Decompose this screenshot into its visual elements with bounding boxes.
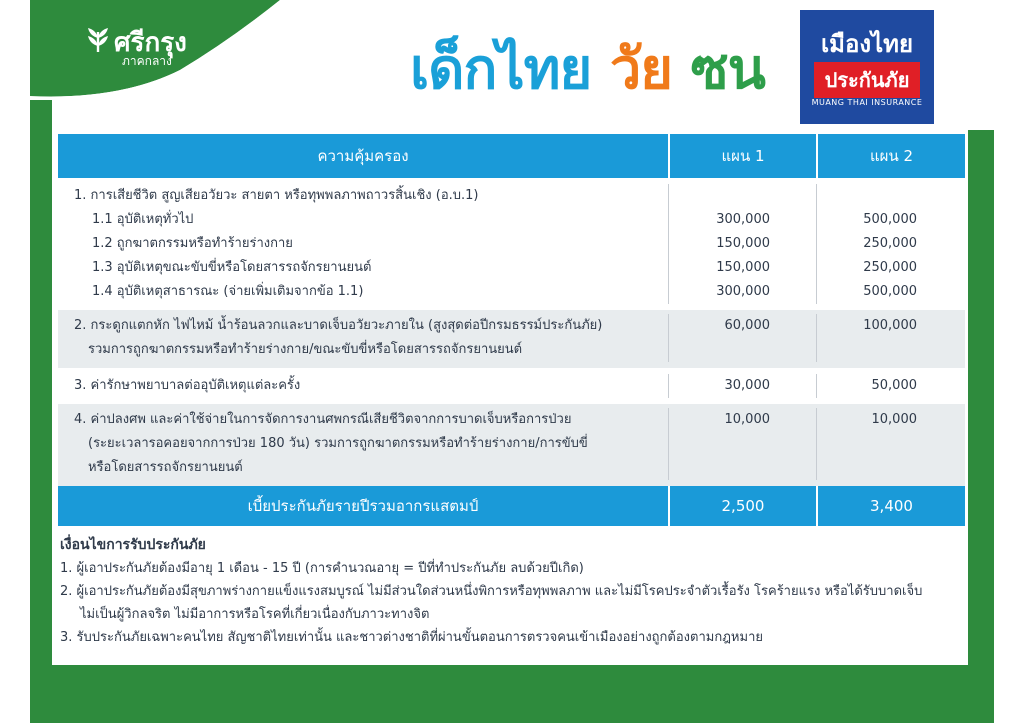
item-plan-2: 250,000 [816, 232, 965, 256]
conditions-section [60, 534, 980, 649]
condition-2: 2. ผู้เอาประกันภัยต้องมีสุขภาพร่างกายแข็งแรงสมบูรณ์ ไม่มีส่วนใดส่วนหนึ่งพิการหรือทุพพลภาพ และไม่มีโรคประจำตัวเรื้อรัง โรคร้ายแรง หรือได้รับบาดเจ็บ [60, 584, 923, 599]
item-plan-1: 300,000 [668, 208, 816, 232]
item-label: 1.1 อุบัติเหตุทั่วไป [92, 212, 194, 227]
section-3-line-1: 3. ค่ารักษาพยาบาลต่ออุบัติเหตุแต่ละครั้ง [74, 378, 301, 393]
condition-1: 1. ผู้เอาประกันภัยต้องมีอายุ 1 เดือน - 15 ปี (การคำนวณอายุ = ปีที่ทำประกันภัย ลบด้วยปีเกิด) [60, 561, 584, 576]
section-4-plan-2: 10,000 [816, 408, 965, 480]
insurer-name: เมืองไทย [800, 24, 934, 63]
item-label: 1.2 ถูกฆาตกรรมหรือทำร้ายร่างกาย [92, 236, 293, 251]
table-row [58, 404, 965, 486]
page-title [410, 24, 765, 113]
brand-region: ภาคกลาง [122, 54, 172, 68]
premium-label: เบี้ยประกันภัยรายปีรวมอากรแสตมป์ [247, 497, 479, 515]
green-border-bottom [30, 665, 994, 723]
item-plan-2: 500,000 [816, 208, 965, 232]
brand-name: ศรีกรุง [114, 28, 187, 58]
table-row [58, 178, 965, 208]
condition-2-cont: ไม่เป็นผู้วิกลจริต ไม่มีอาการหรือโรคที่เกี่ยวเนื่องกับภาวะทางจิต [80, 607, 430, 622]
insurer-type: ประกันภัย [814, 62, 920, 98]
section-2-plan-1: 60,000 [668, 314, 816, 362]
premium-plan-1: 2,500 [668, 486, 816, 526]
conditions-heading: เงื่อนไขการรับประกันภัย [60, 537, 206, 553]
header-plan-1: แผน 1 [668, 134, 816, 178]
title-part-3: ซน [690, 37, 765, 102]
section-1-title: 1. การเสียชีวิต สูญเสียอวัยวะ สายตา หรือทุพพลภาพถาวรสิ้นเชิง (อ.บ.1) [74, 188, 479, 203]
header-plan-2: แผน 2 [816, 134, 965, 178]
table-row [58, 368, 965, 404]
header-coverage: ความคุ้มครอง [317, 147, 409, 165]
premium-plan-2: 3,400 [816, 486, 965, 526]
green-border-left [30, 0, 52, 723]
item-plan-2: 250,000 [816, 256, 965, 280]
condition-3: 3. รับประกันภัยเฉพาะคนไทย สัญชาติไทยเท่านั้น และชาวต่างชาติที่ผ่านขั้นตอนการตรวจคนเข้าเมืองอย่างถูกต้องตามกฎหมาย [60, 630, 763, 645]
section-4-plan-1: 10,000 [668, 408, 816, 480]
brand-logo [30, 0, 290, 100]
table-row [58, 232, 965, 256]
item-plan-1: 150,000 [668, 232, 816, 256]
table-header-row [58, 134, 965, 178]
item-label: 1.4 อุบัติเหตุสาธารณะ (จ่ายเพิ่มเติมจากข้อ 1.1) [92, 284, 364, 299]
section-3-plan-2: 50,000 [816, 374, 965, 398]
insurer-logo [800, 10, 934, 124]
section-4-line-3: หรือโดยสารรถจักรยานยนต์ [88, 460, 243, 475]
section-4-line-1: 4. ค่าปลงศพ และค่าใช้จ่ายในการจัดการงานศพกรณีเสียชีวิตจากการบาดเจ็บหรือการป่วย [74, 412, 572, 427]
table-row [58, 310, 965, 368]
title-part-2: วัย [609, 37, 673, 102]
title-part-1: เด็กไทย [410, 37, 592, 102]
premium-row [58, 486, 965, 526]
coverage-table [58, 134, 965, 526]
section-2-line-2: รวมการถูกฆาตกรรมหรือทำร้ายร่างกาย/ขณะขับขี่หรือโดยสารรถจักรยานยนต์ [88, 342, 523, 357]
table-row [58, 256, 965, 280]
table-row [58, 208, 965, 232]
item-plan-2: 500,000 [816, 280, 965, 304]
section-2-plan-2: 100,000 [816, 314, 965, 362]
item-label: 1.3 อุบัติเหตุขณะขับขี่หรือโดยสารรถจักรยานยนต์ [92, 260, 372, 275]
table-row [58, 280, 965, 310]
item-plan-1: 150,000 [668, 256, 816, 280]
item-plan-1: 300,000 [668, 280, 816, 304]
section-3-plan-1: 30,000 [668, 374, 816, 398]
insurer-english-name: MUANG THAI INSURANCE [811, 98, 923, 107]
section-2-line-1: 2. กระดูกแตกหัก ไฟไหม้ น้ำร้อนลวกและบาดเจ็บอวัยวะภายใน (สูงสุดต่อปีกรมธรรม์ประกันภัย) [74, 318, 603, 333]
section-4-line-2: (ระยะเวลารอคอยจากการป่วย 180 วัน) รวมการถูกฆาตกรรมหรือทำร้ายร่างกาย/การขับขี่ [88, 436, 588, 451]
